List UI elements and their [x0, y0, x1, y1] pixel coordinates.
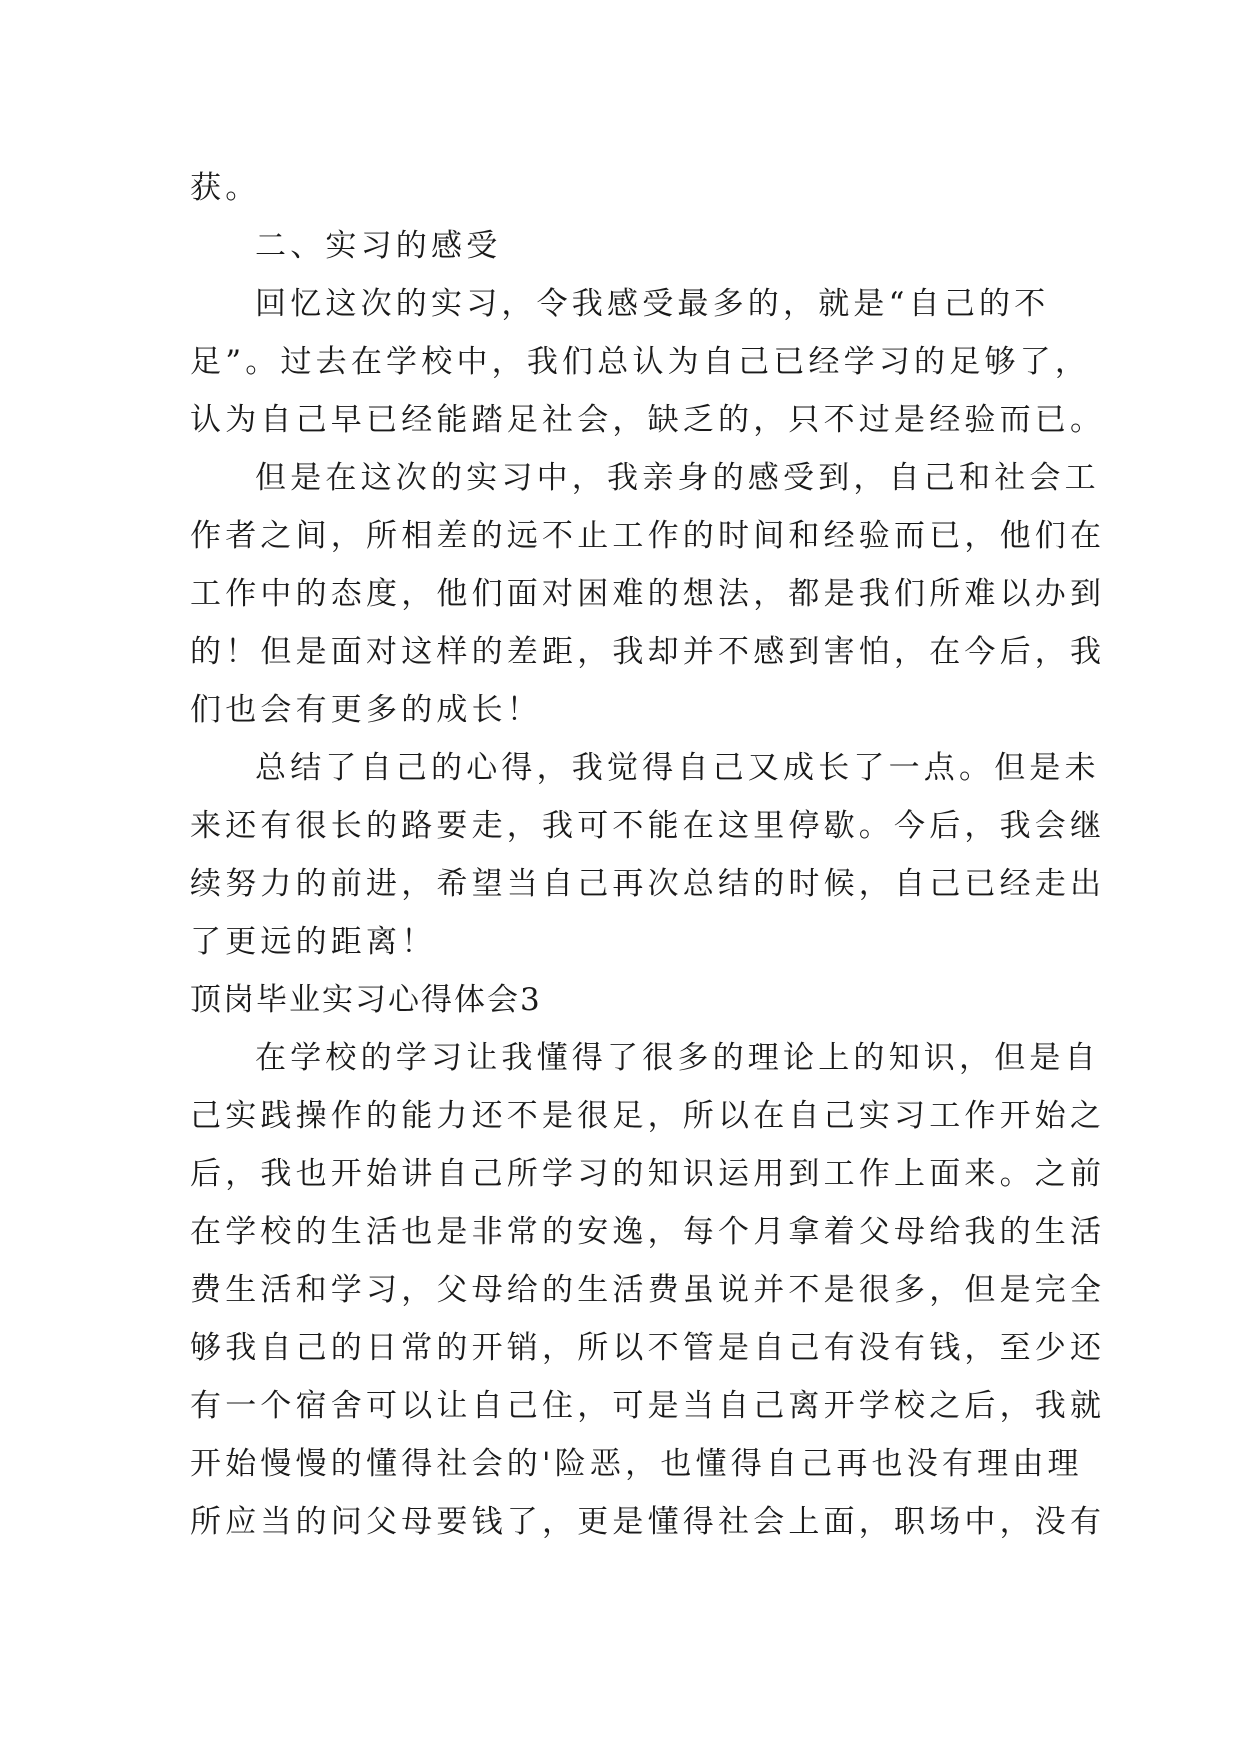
paragraph-line: 后，我也开始讲自己所学习的知识运用到工作上面来。之前	[190, 1156, 1106, 1192]
paragraph-line: 开始慢慢的懂得社会的'险恶，也懂得自己再也没有理由理	[190, 1446, 1083, 1482]
paragraph-line: 续努力的前进，希望当自己再次总结的时候，自己已经走出	[190, 866, 1106, 902]
article-title: 顶岗毕业实习心得体会3	[190, 982, 542, 1018]
paragraph-line: 己实践操作的能力还不是很足，所以在自己实习工作开始之	[190, 1098, 1106, 1134]
paragraph-line: 工作中的态度，他们面对困难的想法，都是我们所难以办到	[190, 576, 1106, 612]
paragraph-line: 们也会有更多的成长！	[190, 692, 542, 728]
paragraph-line: 有一个宿舍可以让自己住，可是当自己离开学校之后，我就	[190, 1388, 1106, 1424]
paragraph-line: 在学校的生活也是非常的安逸，每个月拿着父母给我的生活	[190, 1214, 1106, 1250]
paragraph-line: 作者之间，所相差的远不止工作的时间和经验而已，他们在	[190, 518, 1106, 554]
paragraph-line: 所应当的问父母要钱了，更是懂得社会上面，职场中，没有	[190, 1504, 1106, 1540]
paragraph-line: 总结了自己的心得，我觉得自己又成长了一点。但是未	[255, 750, 1100, 786]
paragraph-line: 回忆这次的实习，令我感受最多的，就是“自己的不	[255, 286, 1050, 322]
paragraph-line: 足”。过去在学校中，我们总认为自己已经学习的足够了，	[190, 344, 1091, 380]
paragraph-line: 了更远的距离！	[190, 924, 437, 960]
paragraph-line: 认为自己早已经能踏足社会，缺乏的，只不过是经验而已。	[190, 402, 1106, 438]
paragraph-line: 但是在这次的实习中，我亲身的感受到，自己和社会工	[255, 460, 1100, 496]
paragraph-line: 在学校的学习让我懂得了很多的理论上的知识，但是自	[255, 1040, 1100, 1076]
paragraph-line: 来还有很长的路要走，我可不能在这里停歇。今后，我会继	[190, 808, 1106, 844]
paragraph-line: 的！但是面对这样的差距，我却并不感到害怕，在今后，我	[190, 634, 1106, 670]
text-line-continuation: 获。	[190, 170, 261, 206]
paragraph-line: 够我自己的日常的开销，所以不管是自己有没有钱，至少还	[190, 1330, 1106, 1366]
paragraph-line: 费生活和学习，父母给的生活费虽说并不是很多，但是完全	[190, 1272, 1106, 1308]
section-heading: 二、实习的感受	[255, 228, 502, 264]
